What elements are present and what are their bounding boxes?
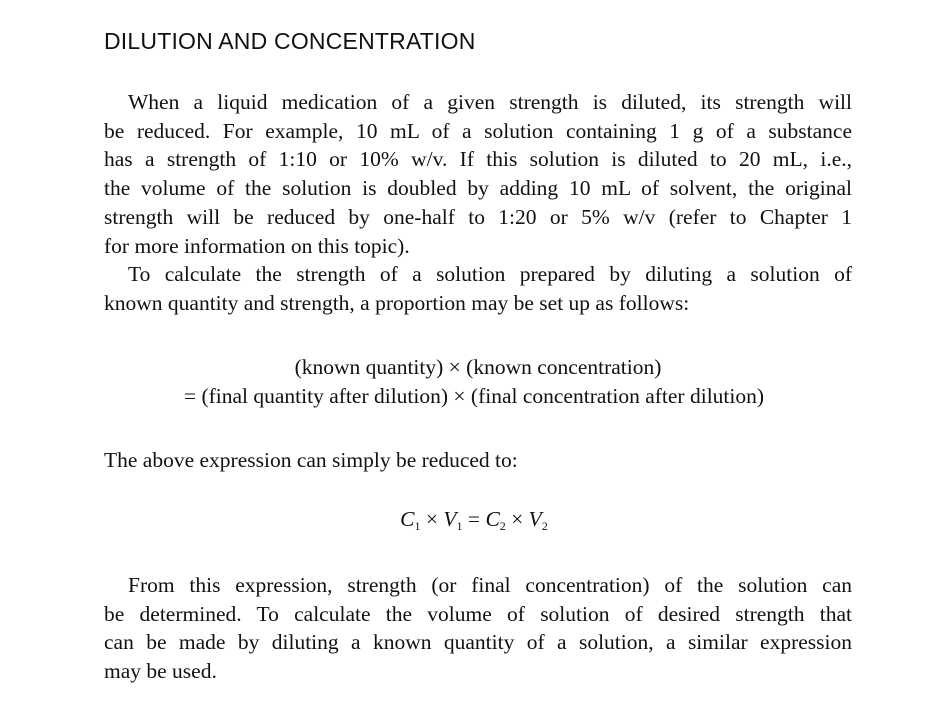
formula-v1-subscript: 1	[456, 519, 463, 533]
dilution-formula	[100, 507, 848, 534]
paragraph-expression-use	[104, 571, 852, 686]
paragraph-line: be determined. To calculate the volume of solution of desired strength that	[104, 601, 852, 626]
formula-c1: C	[400, 507, 415, 531]
formula-c2: C	[485, 507, 500, 531]
formula-times-1: ×	[420, 507, 444, 531]
formula-c1-subscript: 1	[414, 519, 421, 533]
paragraph-line: be reduced. For example, 10 mL of a solution containing 1 g of a substance	[104, 118, 852, 143]
formula-c2-subscript: 2	[499, 519, 506, 533]
formula-equals: =	[462, 507, 486, 531]
formula-times-2: ×	[505, 507, 529, 531]
paragraph-line: known quantity and strength, a proportion may be set up as follows:	[104, 290, 690, 315]
paragraph-line: When a liquid medication of a given strength is diluted, its strength will	[128, 90, 852, 114]
paragraph-line: strength will be reduced by one-half to 1:20 or 5% w/v (refer to Chapter 1	[104, 204, 852, 229]
paragraph-line: may be used.	[104, 659, 217, 684]
paragraph-line: has a strength of 1:10 or 10% w/v. If this solution is diluted to 20 mL, i.e.,	[104, 147, 852, 172]
paragraph-line: From this expression, strength (or final concentration) of the solution can	[128, 573, 852, 597]
proportion-line-1: (known quantity) × (known concentration)	[294, 355, 662, 379]
paragraph-line: can be made by diluting a known quantity of a solution, a similar expression	[104, 630, 852, 655]
proportion-line-2: = (final quantity after dilution) × (final concentration after dilution)	[183, 384, 765, 408]
paragraph-line: The above expression can simply be reduced to:	[104, 448, 518, 472]
section-heading: DILUTION AND CONCENTRATION	[104, 28, 476, 54]
formula-v2-subscript: 2	[541, 519, 548, 533]
paragraph-line: To calculate the strength of a solution prepared by diluting a solution of	[128, 262, 852, 287]
formula-v1: V	[443, 507, 457, 531]
paragraph-dilution-intro	[104, 88, 852, 318]
paragraph-line: for more information on this topic).	[104, 233, 410, 258]
paragraph-line: the volume of the solution is doubled by adding 10 mL of solvent, the original	[104, 176, 852, 201]
formula-v2: V	[528, 507, 542, 531]
reduction-statement	[104, 446, 852, 475]
